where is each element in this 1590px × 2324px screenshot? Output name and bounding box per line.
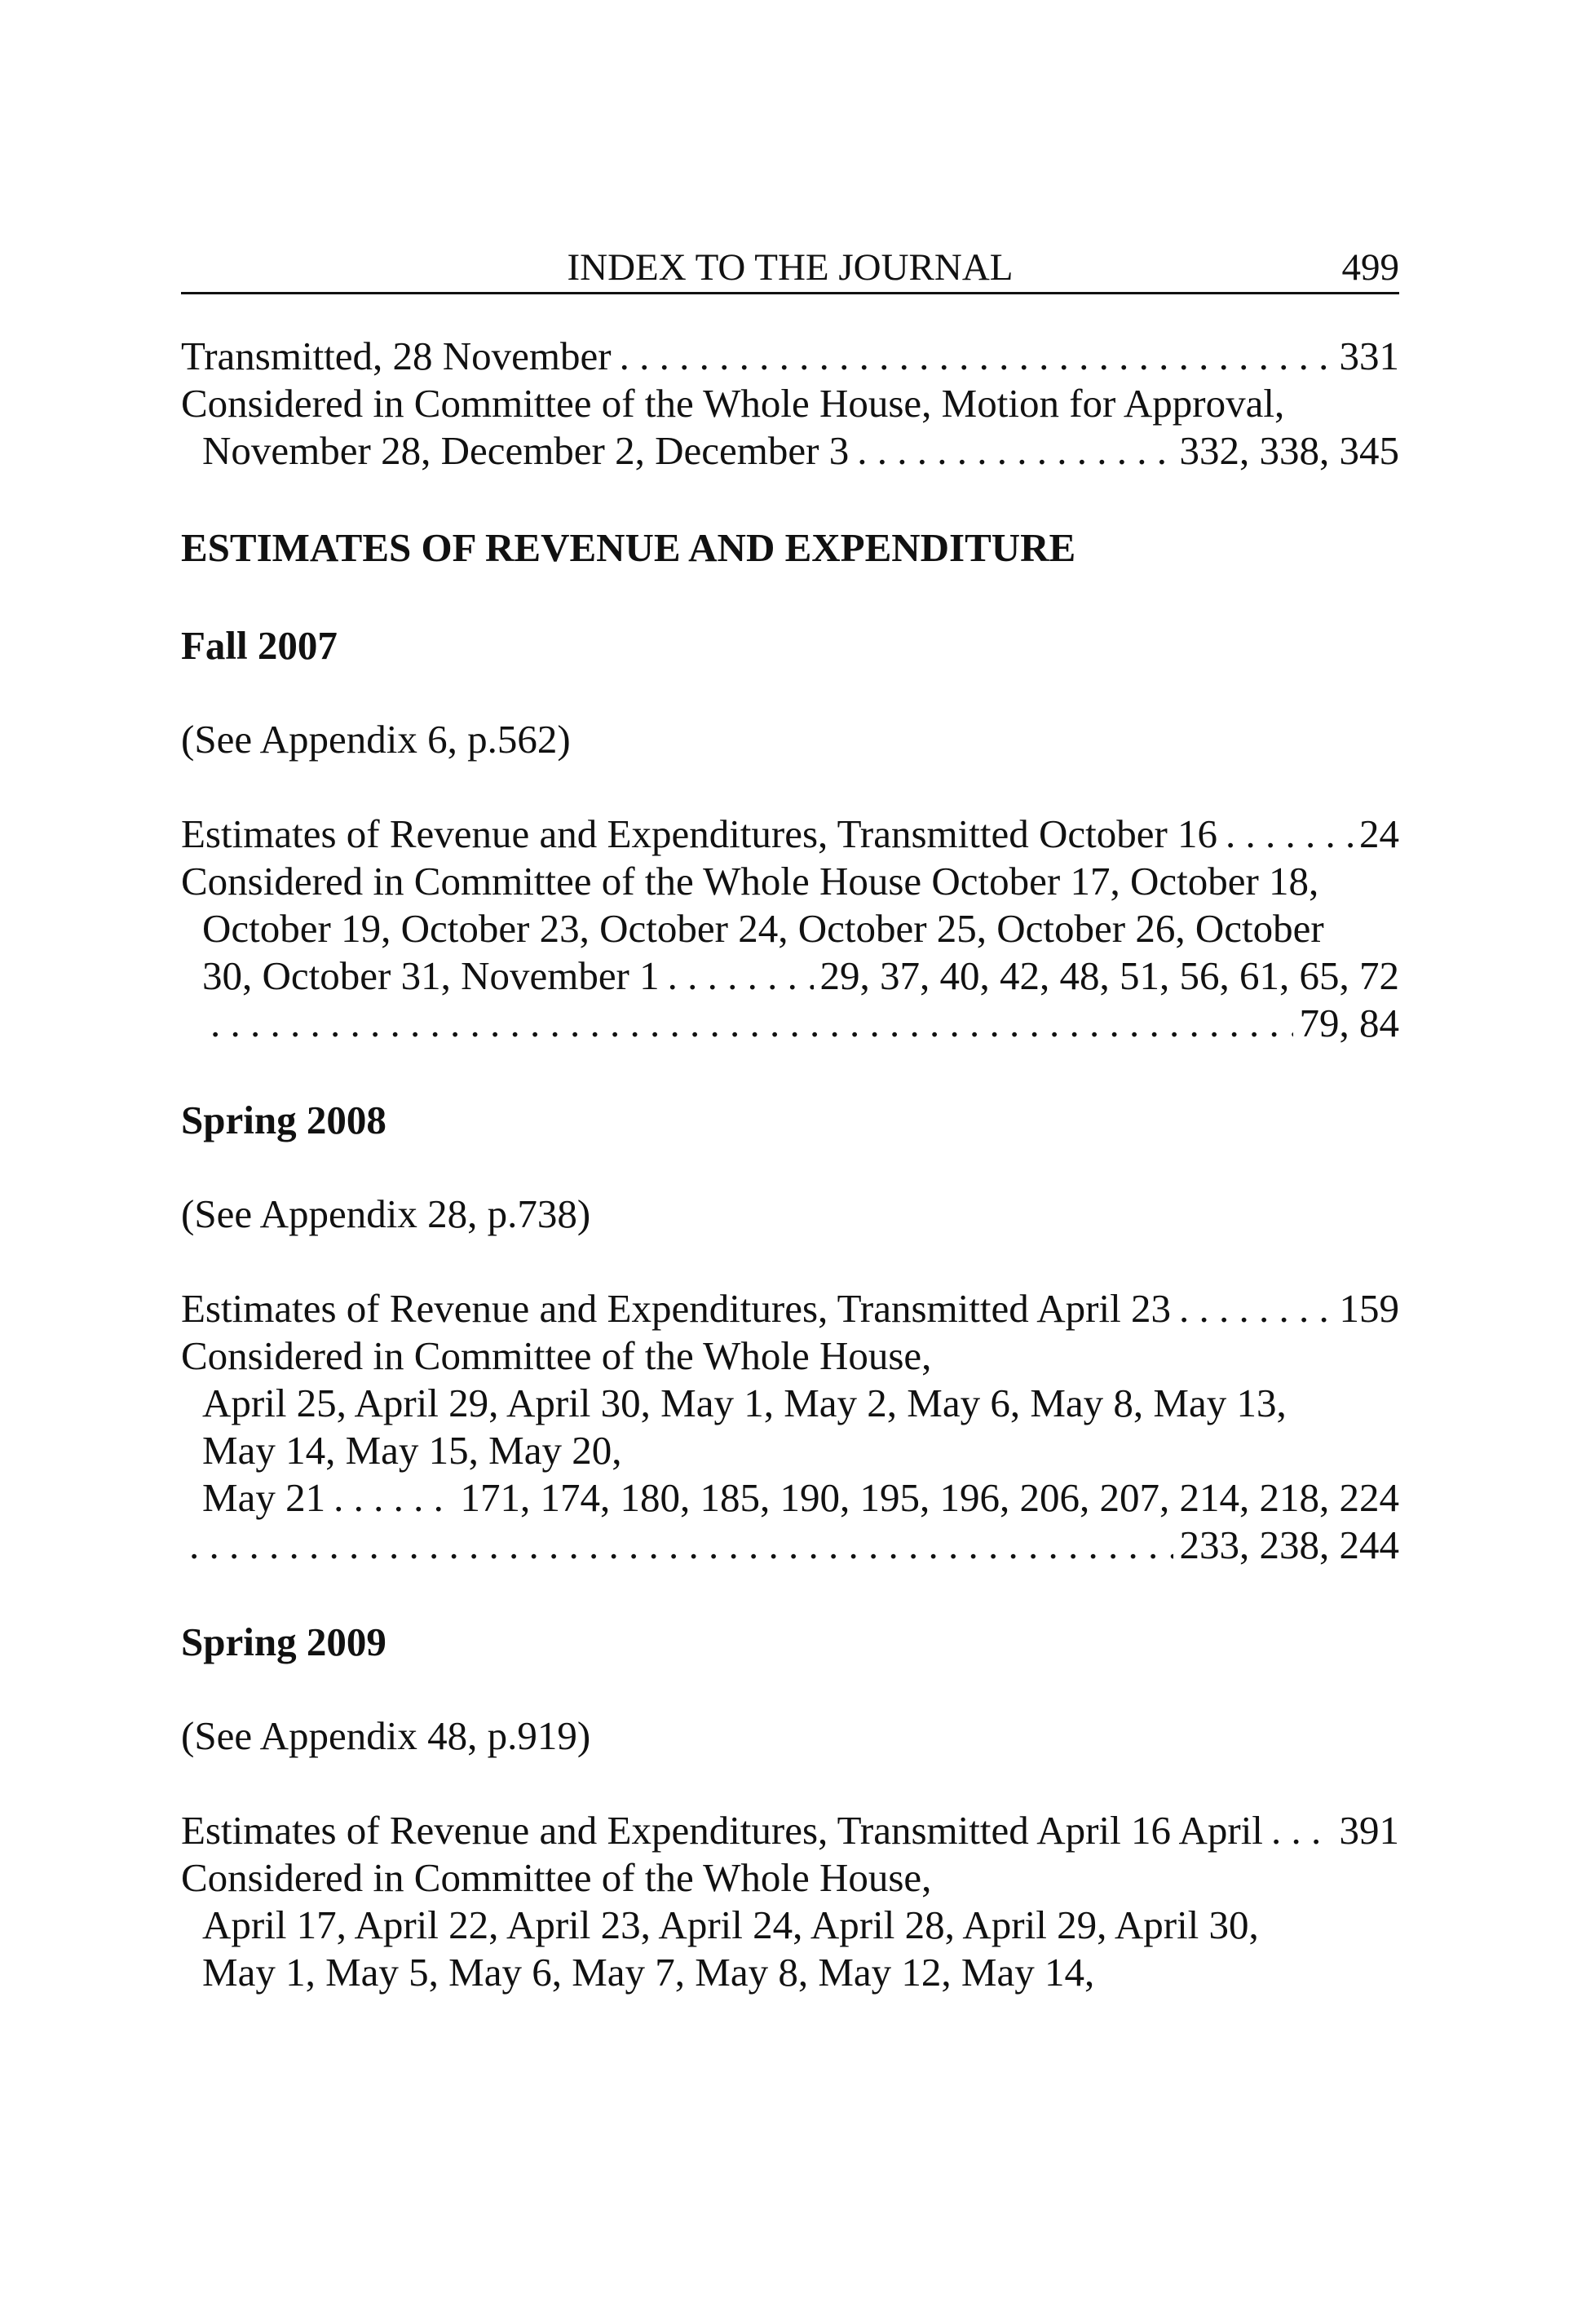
entry-pages: 332, 338, 345 [1179,428,1399,473]
index-entry-continuation [181,1949,1399,1996]
index-entry-continuation [181,1000,1399,1047]
entry-text: Considered in Committee of the Whole House, Motion for Approval, [181,381,1285,426]
entry-text: October 19, October 23, October 24, October 25, October 26, October [202,906,1324,951]
entry-text: 30, October 31, November 1 [202,953,660,998]
index-entry-continuation [181,1474,1399,1522]
entry-text: November 28, December 2, December 3 [202,428,850,473]
entry-pages: 29, 37, 40, 42, 48, 51, 56, 61, 65, 72 [819,953,1399,998]
dot-leader [1263,1807,1333,1854]
index-body [181,333,1399,1996]
entry-text: Estimates of Revenue and Expenditures, Transmitted October 16 [181,811,1218,856]
entry-text: Considered in Committee of the Whole House, [181,1333,932,1378]
section-title: ESTIMATES OF REVENUE AND EXPENDITURE [181,525,1076,570]
index-entry [181,333,1399,380]
subsection-heading: Spring 2008 [181,1098,386,1142]
dot-leader [849,427,1173,475]
index-entry-continuation [181,1522,1399,1569]
dot-leader [612,333,1333,380]
dot-leader [660,952,814,1000]
entry-pages: 24 [1359,811,1399,856]
index-entry [181,1332,1399,1380]
entry-text: May 14, May 15, May 20, [202,1428,622,1473]
entry-pages: 79, 84 [1299,1001,1399,1045]
entry-pages: 159 [1339,1286,1399,1331]
index-entry-continuation [181,1902,1399,1949]
entry-pages: 391 [1339,1808,1399,1853]
index-entry [181,811,1399,858]
appendix-reference: (See Appendix 6, p.562) [181,717,571,762]
appendix-reference: (See Appendix 48, p.919) [181,1713,591,1758]
index-entry-continuation [181,952,1399,1000]
index-entry [181,1854,1399,1902]
index-entry [181,1807,1399,1854]
dot-leader [325,1474,453,1522]
entry-text: Considered in Committee of the Whole House October 17, October 18, [181,859,1319,904]
index-entry-continuation [181,1380,1399,1427]
index-entry [181,380,1399,427]
dot-leader [181,1522,1173,1569]
index-entry [181,1285,1399,1332]
entry-text: Transmitted, 28 November [181,334,612,378]
entry-text: April 17, April 22, April 23, April 24, April 28, April 29, April 30, [202,1902,1259,1947]
dot-leader [1217,811,1353,858]
running-header [181,245,1399,294]
entry-text: Estimates of Revenue and Expenditures, Transmitted April 23 [181,1286,1171,1331]
dot-leader [1171,1285,1333,1332]
index-entry-continuation [181,1427,1399,1474]
index-entry [181,858,1399,905]
entry-text: April 25, April 29, April 30, May 1, May 2, May 6, May 8, May 13, [202,1381,1287,1425]
entry-pages: 331 [1339,334,1399,378]
subsection-heading: Spring 2009 [181,1619,386,1664]
appendix-reference: (See Appendix 28, p.738) [181,1191,591,1236]
page-number: 499 [1341,246,1399,289]
entry-text: Estimates of Revenue and Expenditures, Transmitted April 16 April [181,1808,1263,1853]
subsection-heading: Fall 2007 [181,623,338,668]
entry-text: May 21 [202,1475,326,1520]
dot-leader [202,1000,1293,1047]
entry-pages: 233, 238, 244 [1179,1522,1399,1567]
entry-pages: 171, 174, 180, 185, 190, 195, 196, 206, 207, 214, 218, 224 [460,1475,1399,1520]
entry-text: May 1, May 5, May 6, May 7, May 8, May 12, May 14, [202,1950,1095,1995]
index-entry-continuation [181,427,1399,475]
index-entry-continuation [181,905,1399,952]
header-title: INDEX TO THE JOURNAL [567,246,1014,289]
entry-text: Considered in Committee of the Whole House, [181,1855,932,1900]
